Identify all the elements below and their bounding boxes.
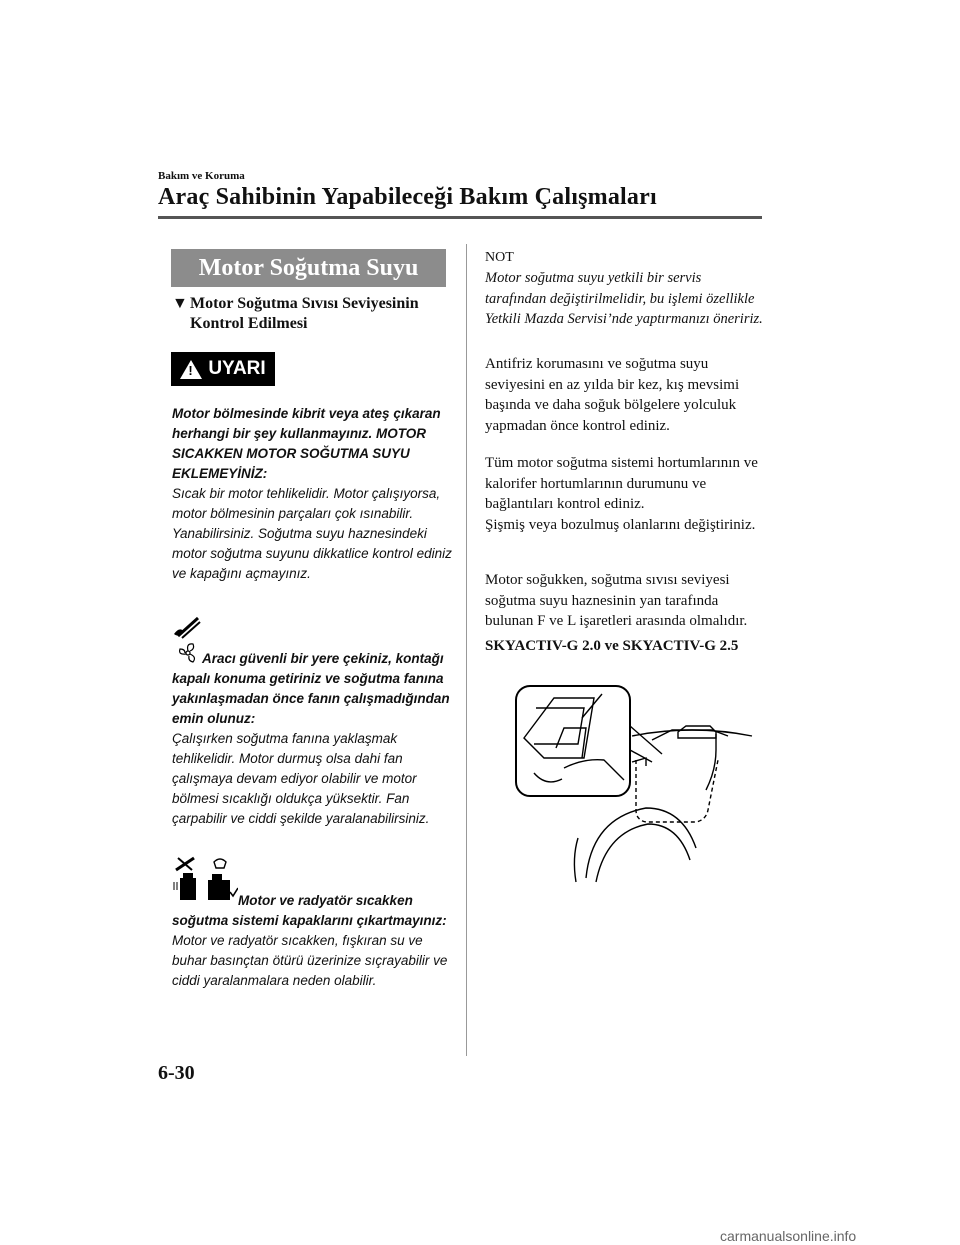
warning-1-text: Sıcak bir motor tehlikelidir. Motor çalışıyorsa, motor bölmesinin parçaları çok ısınabilir. Yanabilirsiniz. Soğutma suyu haznesindeki motor soğutma suyunu dikkatlice kontrol ediniz ve kapağını açmayınız. <box>172 486 452 581</box>
column-divider <box>466 244 467 1056</box>
coolant-reservoir-illustration <box>512 678 762 888</box>
warning-3-bold: Motor ve radyatör sıcakken soğutma sistemi kapaklarını çıkartmayınız: <box>172 893 447 928</box>
triangle-marker: ▼ <box>172 295 188 312</box>
warning-2-bold: Aracı güvenli bir yere çekiniz, kontağı kapalı konuma getiriniz ve soğutma fanına yakınlaşmadan önce fanın çalışmadığından emin olunuz: <box>172 651 450 726</box>
page-title: Araç Sahibinin Yapabileceği Bakım Çalışmaları <box>158 184 657 210</box>
paragraph-1: Antifriz korumasını ve soğutma suyu seviyesini en az yılda bir kez, kış mevsimi başında ve daha soğuk bölgelere yolculuk yapmadan önce kontrol ediniz. <box>485 356 740 434</box>
watermark: carmanualsonline.info <box>720 1228 857 1244</box>
note-text: Motor soğutma suyu yetkili bir servis tarafından değiştirilmelidir, bu işlemi özellikle Yetkili Mazda Servisi’nde yaptırmanızı öneririz. <box>485 270 763 327</box>
paragraph-3: Şişmiş veya bozulmuş olanlarını değiştiriniz. <box>485 517 756 533</box>
subsection-heading <box>172 294 462 334</box>
warning-3-text: Motor ve radyatör sıcakken, fışkıran su ve buhar basınçtan ötürü üzerinize sıçrayabilir ve ciddi yaralanmalara neden olabilir. <box>172 933 448 988</box>
warning-label: UYARI <box>208 358 266 379</box>
warning-1-bold: Motor bölmesinde kibrit veya ateş çıkaran herhangi bir şey kullanmayınız. MOTOR SICAKKEN MOTOR SOĞUTMA SUYU EKLEMEYİNİZ: <box>172 406 441 481</box>
section-label: Bakım ve Koruma <box>158 170 245 182</box>
subhead-line-2: Kontrol Edilmesi <box>190 315 308 332</box>
warning-1 <box>172 404 454 584</box>
warning-triangle-icon: ! <box>180 360 202 379</box>
warning-3 <box>172 891 454 991</box>
warning-badge <box>171 352 275 386</box>
paragraph-2: Tüm motor soğutma sistemi hortumlarının ve kalorifer hortumlarının durumunu ve bağlantıları kontrol ediniz. <box>485 455 758 512</box>
title-rule <box>158 216 762 219</box>
page-number: 6-30 <box>158 1062 195 1084</box>
section-banner: Motor Soğutma Suyu <box>171 249 446 287</box>
warning-2 <box>172 649 454 829</box>
paragraph-4: Motor soğukken, soğutma sıvısı seviyesi soğutma suyu haznesinin yan tarafında bulunan F ve L işaretleri arasında olmalıdır. <box>485 572 748 629</box>
note-heading: NOT <box>485 250 514 265</box>
warning-2-text: Çalışırken soğutma fanına yaklaşmak tehlikelidir. Motor durmuş olsa dahi fan çalışmaya devam ediyor olabilir ve motor bölmesi sıcaklığı oldukça yüksektir. Fan çarpabilir ve ciddi şekilde yaralanabilirsiniz. <box>172 731 430 826</box>
subhead-line-1: Motor Soğutma Sıvısı Seviyesinin <box>190 295 419 312</box>
engine-heading: SKYACTIV-G 2.0 ve SKYACTIV-G 2.5 <box>485 638 739 654</box>
